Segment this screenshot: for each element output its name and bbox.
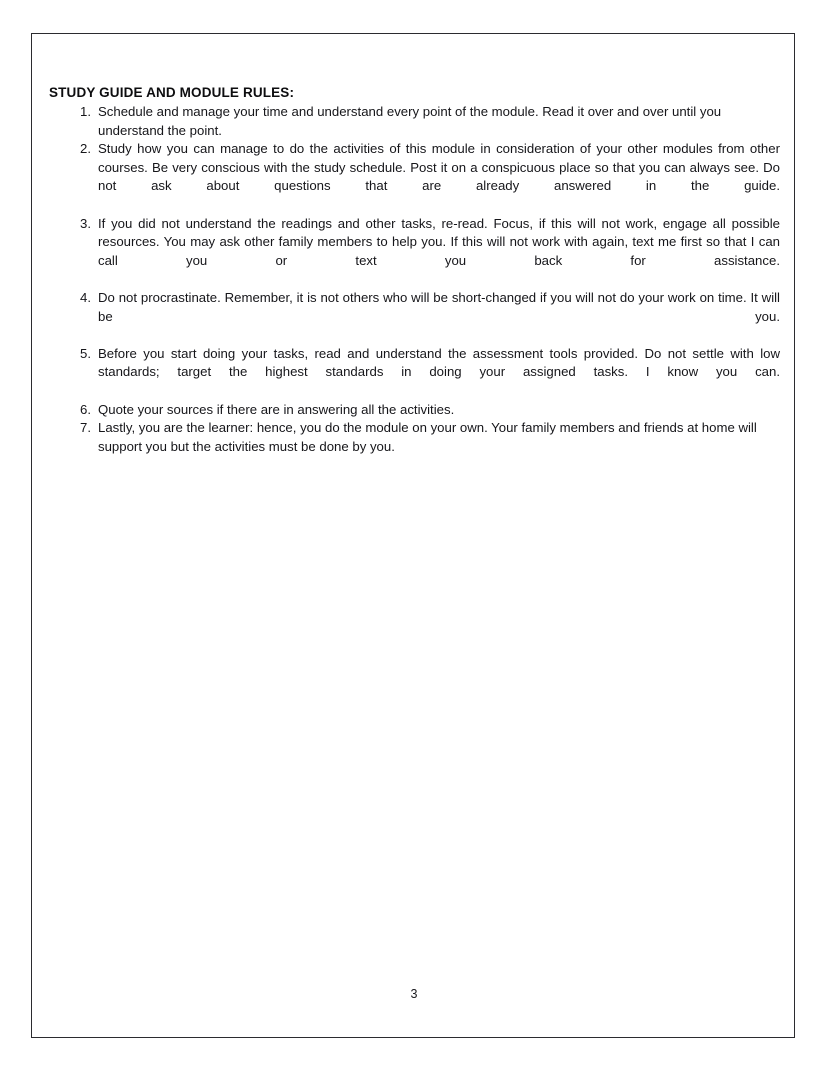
rule-marker: 2. xyxy=(80,141,91,157)
rule-item xyxy=(49,419,780,456)
rule-text: Study how you can manage to do the activities of this module in consideration of your other modules from other courses. Be very conscious with the study schedule. Post it on a conspicuous place so that you can always see. Do not ask about questions that are already answered in the guide. xyxy=(98,141,780,194)
rule-item xyxy=(49,103,780,140)
page-content-area xyxy=(49,84,780,456)
rule-text: If you did not understand the readings and other tasks, re-read. Focus, if this will not work, engage all possible resources. You may ask other family members to help you. If this will not work with again, text me first so that I can call you or text you back for assistance. xyxy=(98,215,780,268)
rule-text: Lastly, you are the learner: hence, you do the module on your own. Your family members and friends at home will support you but the activities must be done by you. xyxy=(98,420,757,454)
rule-marker: 3. xyxy=(80,215,91,231)
rule-marker: 7. xyxy=(80,420,91,436)
page-title: STUDY GUIDE AND MODULE RULES: xyxy=(49,85,295,100)
rule-marker: 6. xyxy=(80,401,91,417)
rule-item xyxy=(49,345,780,401)
rule-item xyxy=(49,140,780,214)
study-guide-rules-list xyxy=(49,103,780,456)
rule-marker: 4. xyxy=(80,289,91,305)
rule-item xyxy=(49,215,780,289)
rule-marker: 1. xyxy=(80,104,91,119)
rule-text: Quote your sources if there are in answering all the activities. xyxy=(98,401,455,417)
page-sheet xyxy=(31,33,795,1038)
rule-text: Schedule and manage your time and understand every point of the module. Read it over and over until you understand the point. xyxy=(98,104,722,138)
rule-text: Do not procrastinate. Remember, it is not others who will be short-changed if you will not do your work on time. It will be you. xyxy=(98,289,780,324)
rule-item xyxy=(49,289,780,345)
rule-item xyxy=(49,401,780,420)
rule-text: Before you start doing your tasks, read and understand the assessment tools provided. Do not settle with low standards; target the highest standards in doing your assigned tasks. I know you can. xyxy=(98,345,780,380)
rule-marker: 5. xyxy=(80,345,91,361)
page-number: 3 xyxy=(410,987,418,1001)
